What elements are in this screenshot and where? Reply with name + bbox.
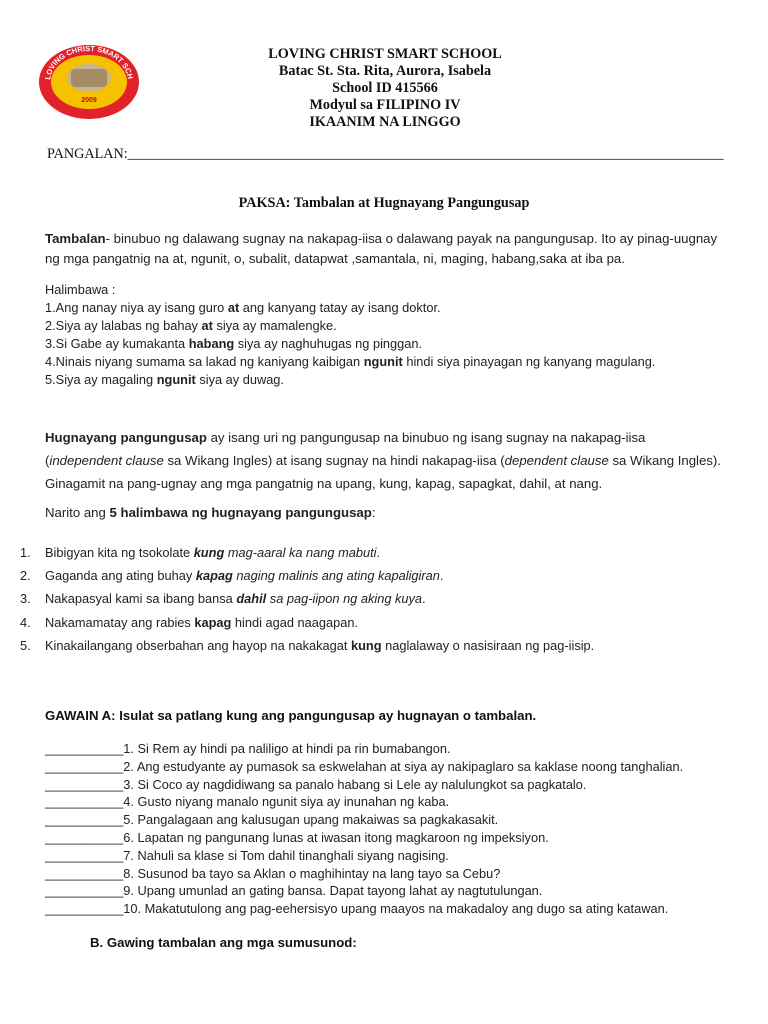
narito-text: :: [371, 505, 376, 520]
narito-bold: 5 halimbawa ng hugnayang pangungusap: [109, 505, 372, 520]
example-end: .: [422, 591, 426, 607]
halimbawa-item: [45, 299, 655, 317]
gawain-item: [45, 865, 683, 883]
answer-blank[interactable]: ___________: [45, 794, 124, 810]
gawain-sentence: 6. Lapatan ng pangunang lunas at iwasan itong magkaroon ng impeksiyon.: [123, 829, 549, 845]
gawain-a-title: GAWAIN A: Isulat sa patlang kung ang pangungusap ay hugnayan o tambalan.: [45, 708, 537, 723]
example-text: Nakamamatay ang rabies: [45, 614, 195, 630]
item-number: 3.: [20, 591, 31, 607]
hugnayan-term: Hugnayang pangungusap: [45, 430, 207, 445]
gawain-item: [45, 900, 683, 918]
example-text: Bibigyan kita ng tsokolate: [45, 545, 194, 560]
gawain-item: [45, 740, 683, 758]
item-number: 5.: [20, 637, 31, 653]
gawain-b-title: B. Gawing tambalan ang mga sumusunod:: [90, 935, 357, 950]
module-title: Modyul sa FILIPINO IV: [309, 97, 461, 113]
gawain-item: [45, 847, 683, 865]
gawain-sentence: 3. Si Coco ay nagdidiwang sa panalo habang si Lele ay nalulungkot sa pagkatalo.: [123, 776, 587, 792]
gawain-sentence: 4. Gusto niyang manalo ngunit siya ay inunahan ng kaba.: [123, 794, 450, 810]
example-clause: mag-aaral ka nang mabuti: [224, 545, 377, 560]
halimbawa-text: hindi siya pinayagan ng kanyang magulang.: [402, 354, 656, 369]
example-conjunction: kapag: [195, 568, 233, 584]
hugnayan-text: sa Wikang Ingles). Ginagamit na pang-ugnay ang mga pangatnig na upang, kung, kapag, sapagkat, dahil, at nang.: [45, 453, 721, 491]
halimbawa-text: siya ay mamalengke.: [212, 318, 337, 333]
name-blank[interactable]: ____________________________________________________________________________________: [127, 146, 724, 162]
tambalan-text: - binubuo ng dalawang sugnay na nakapag-iisa o dalawang payak na pangungusap. Ito ay pinag-uugnay ng mga pangatnig na at, ngunit, o, subalit, datapwat ,samantala, ni, maging, habang,saka at iba pa.: [45, 231, 718, 266]
gawain-sentence: 1. Si Rem ay hindi pa naliligo at hindi pa rin bumabangon.: [123, 741, 451, 756]
gawain-item: [45, 811, 683, 829]
item-number: 4.: [20, 614, 31, 630]
halimbawa-text: siya ay duwag.: [195, 372, 284, 387]
gawain-sentence: 2. Ang estudyante ay pumasok sa eskwelahan at siya ay nakipaglaro sa kaklase noong tanghalian.: [123, 758, 684, 774]
topic-title: PAKSA: Tambalan at Hugnayang Pangungusap: [238, 195, 530, 211]
gawain-sentence: 9. Upang umunlad an gating bansa. Dapat tayong lahat ay nagtutulungan.: [123, 883, 543, 899]
gawain-item: [45, 882, 683, 900]
gawain-item: [45, 793, 683, 811]
halimbawa-text: 5.Siya ay magaling: [45, 372, 157, 387]
halimbawa-text: 4.Ninais niyang sumama sa lakad ng kaniyang kaibigan: [45, 354, 364, 369]
answer-blank[interactable]: ___________: [45, 901, 124, 917]
hugnayan-example-item: [20, 541, 594, 564]
halimbawa-conjunction: at: [201, 318, 213, 333]
example-clause: hindi agad naagapan.: [231, 614, 359, 630]
example-clause: sa pag-iipon ng aking kuya: [266, 591, 423, 607]
halimbawa-label: Halimbawa :: [45, 282, 116, 297]
hugnayan-examples-list: [20, 541, 594, 657]
logo-year: 2009: [81, 97, 97, 104]
hugnayan-italic-dependent: dependent clause: [504, 453, 609, 468]
example-text: Nakapasyal kami sa ibang bansa: [45, 591, 237, 607]
halimbawa-text: ang kanyang tatay ay isang doktor.: [239, 300, 441, 315]
answer-blank[interactable]: ___________: [45, 776, 124, 792]
hugnayan-example-item: [20, 634, 594, 657]
hugnayan-text: ay isang uri ng pangungusap na binubuo ng isang sugnay na nakapag-iisa (: [45, 430, 646, 468]
halimbawa-conjunction: habang: [188, 336, 235, 351]
tambalan-term: Tambalan: [45, 231, 106, 246]
gawain-item: [45, 829, 683, 847]
hugnayan-definition: [45, 426, 725, 495]
example-end: .: [439, 568, 444, 584]
school-logo: [38, 44, 140, 120]
halimbawa-text: 3.Si Gabe ay kumakanta: [45, 336, 189, 351]
name-field: [47, 146, 727, 163]
halimbawa-text: 2.Siya ay lalabas ng bahay: [45, 318, 202, 333]
halimbawa-item: [45, 353, 655, 371]
week-title: IKAANIM NA LINGGO: [309, 114, 461, 130]
item-number: 1.: [20, 545, 31, 560]
example-conjunction: kapag: [194, 614, 232, 630]
school-id: School ID 415566: [332, 80, 438, 96]
logo-ring-text: LOVING CHRIST SMART SCH: [43, 44, 135, 81]
answer-blank[interactable]: ___________: [45, 741, 124, 756]
halimbawa-item: [45, 317, 655, 335]
example-conjunction: dahil: [236, 591, 267, 607]
halimbawa-item: [45, 371, 655, 389]
school-name: LOVING CHRIST SMART SCHOOL: [268, 46, 502, 62]
narito-text: Narito ang: [45, 505, 110, 520]
name-label: PANGALAN:: [47, 146, 128, 162]
example-end: .: [376, 545, 381, 560]
halimbawa-text: 1.Ang nanay niya ay isang guro: [45, 300, 228, 315]
gawain-sentence: 7. Nahuli sa klase si Tom dahil tinanghali siyang nagising.: [123, 847, 449, 863]
answer-blank[interactable]: ___________: [45, 847, 124, 863]
item-number: 2.: [20, 568, 31, 584]
hugnayan-italic-independent: independent clause: [49, 453, 164, 468]
hugnayan-example-item: [20, 611, 594, 634]
answer-blank[interactable]: ___________: [45, 829, 124, 845]
narito-line: [45, 503, 725, 523]
answer-blank[interactable]: ___________: [45, 812, 124, 828]
halimbawa-conjunction: ngunit: [156, 372, 196, 387]
example-conjunction: kung: [350, 637, 382, 653]
gawain-sentence: 10. Makatutulong ang pag-eehersisyo upang maayos na makadaloy ang dugo sa ating katawan.: [123, 901, 669, 917]
hugnayan-example-item: [20, 587, 594, 610]
gawain-sentence: 5. Pangalagaan ang kalusugan upang makaiwas sa pagkakasakit.: [123, 812, 499, 828]
halimbawa-conjunction: ngunit: [363, 354, 403, 369]
gawain-item: [45, 758, 683, 776]
halimbawa-item: [45, 335, 655, 353]
example-text: Gaganda ang ating buhay: [45, 568, 196, 584]
tambalan-definition: [45, 229, 725, 269]
halimbawa-conjunction: at: [227, 300, 240, 315]
example-clause: naging malinis ang ating kapaligiran: [232, 568, 440, 584]
halimbawa-text: siya ay naghuhugas ng pinggan.: [234, 336, 423, 351]
gawain-item: [45, 776, 683, 794]
answer-blank[interactable]: ___________: [45, 865, 124, 881]
example-clause: naglalaway o nasisiraan ng pag-iisip.: [381, 637, 595, 653]
example-conjunction: kung: [193, 545, 225, 560]
document-header: [170, 46, 600, 131]
halimbawa-section: [45, 281, 655, 389]
answer-blank[interactable]: ___________: [45, 758, 124, 774]
gawain-sentence: 8. Susunod ba tayo sa Aklan o maghihintay na lang tayo sa Cebu?: [123, 865, 501, 881]
answer-blank[interactable]: ___________: [45, 883, 124, 899]
hugnayan-example-item: [20, 564, 594, 587]
school-address: Batac St. Sta. Rita, Aurora, Isabela: [278, 63, 492, 79]
gawain-a-list: [45, 740, 683, 918]
hugnayan-text: sa Wikang Ingles) at isang sugnay na hindi nakapag-iisa (: [163, 453, 505, 468]
example-text: Kinakailangang obserbahan ang hayop na nakakagat: [45, 637, 351, 653]
halimbawa-list: [45, 299, 655, 389]
